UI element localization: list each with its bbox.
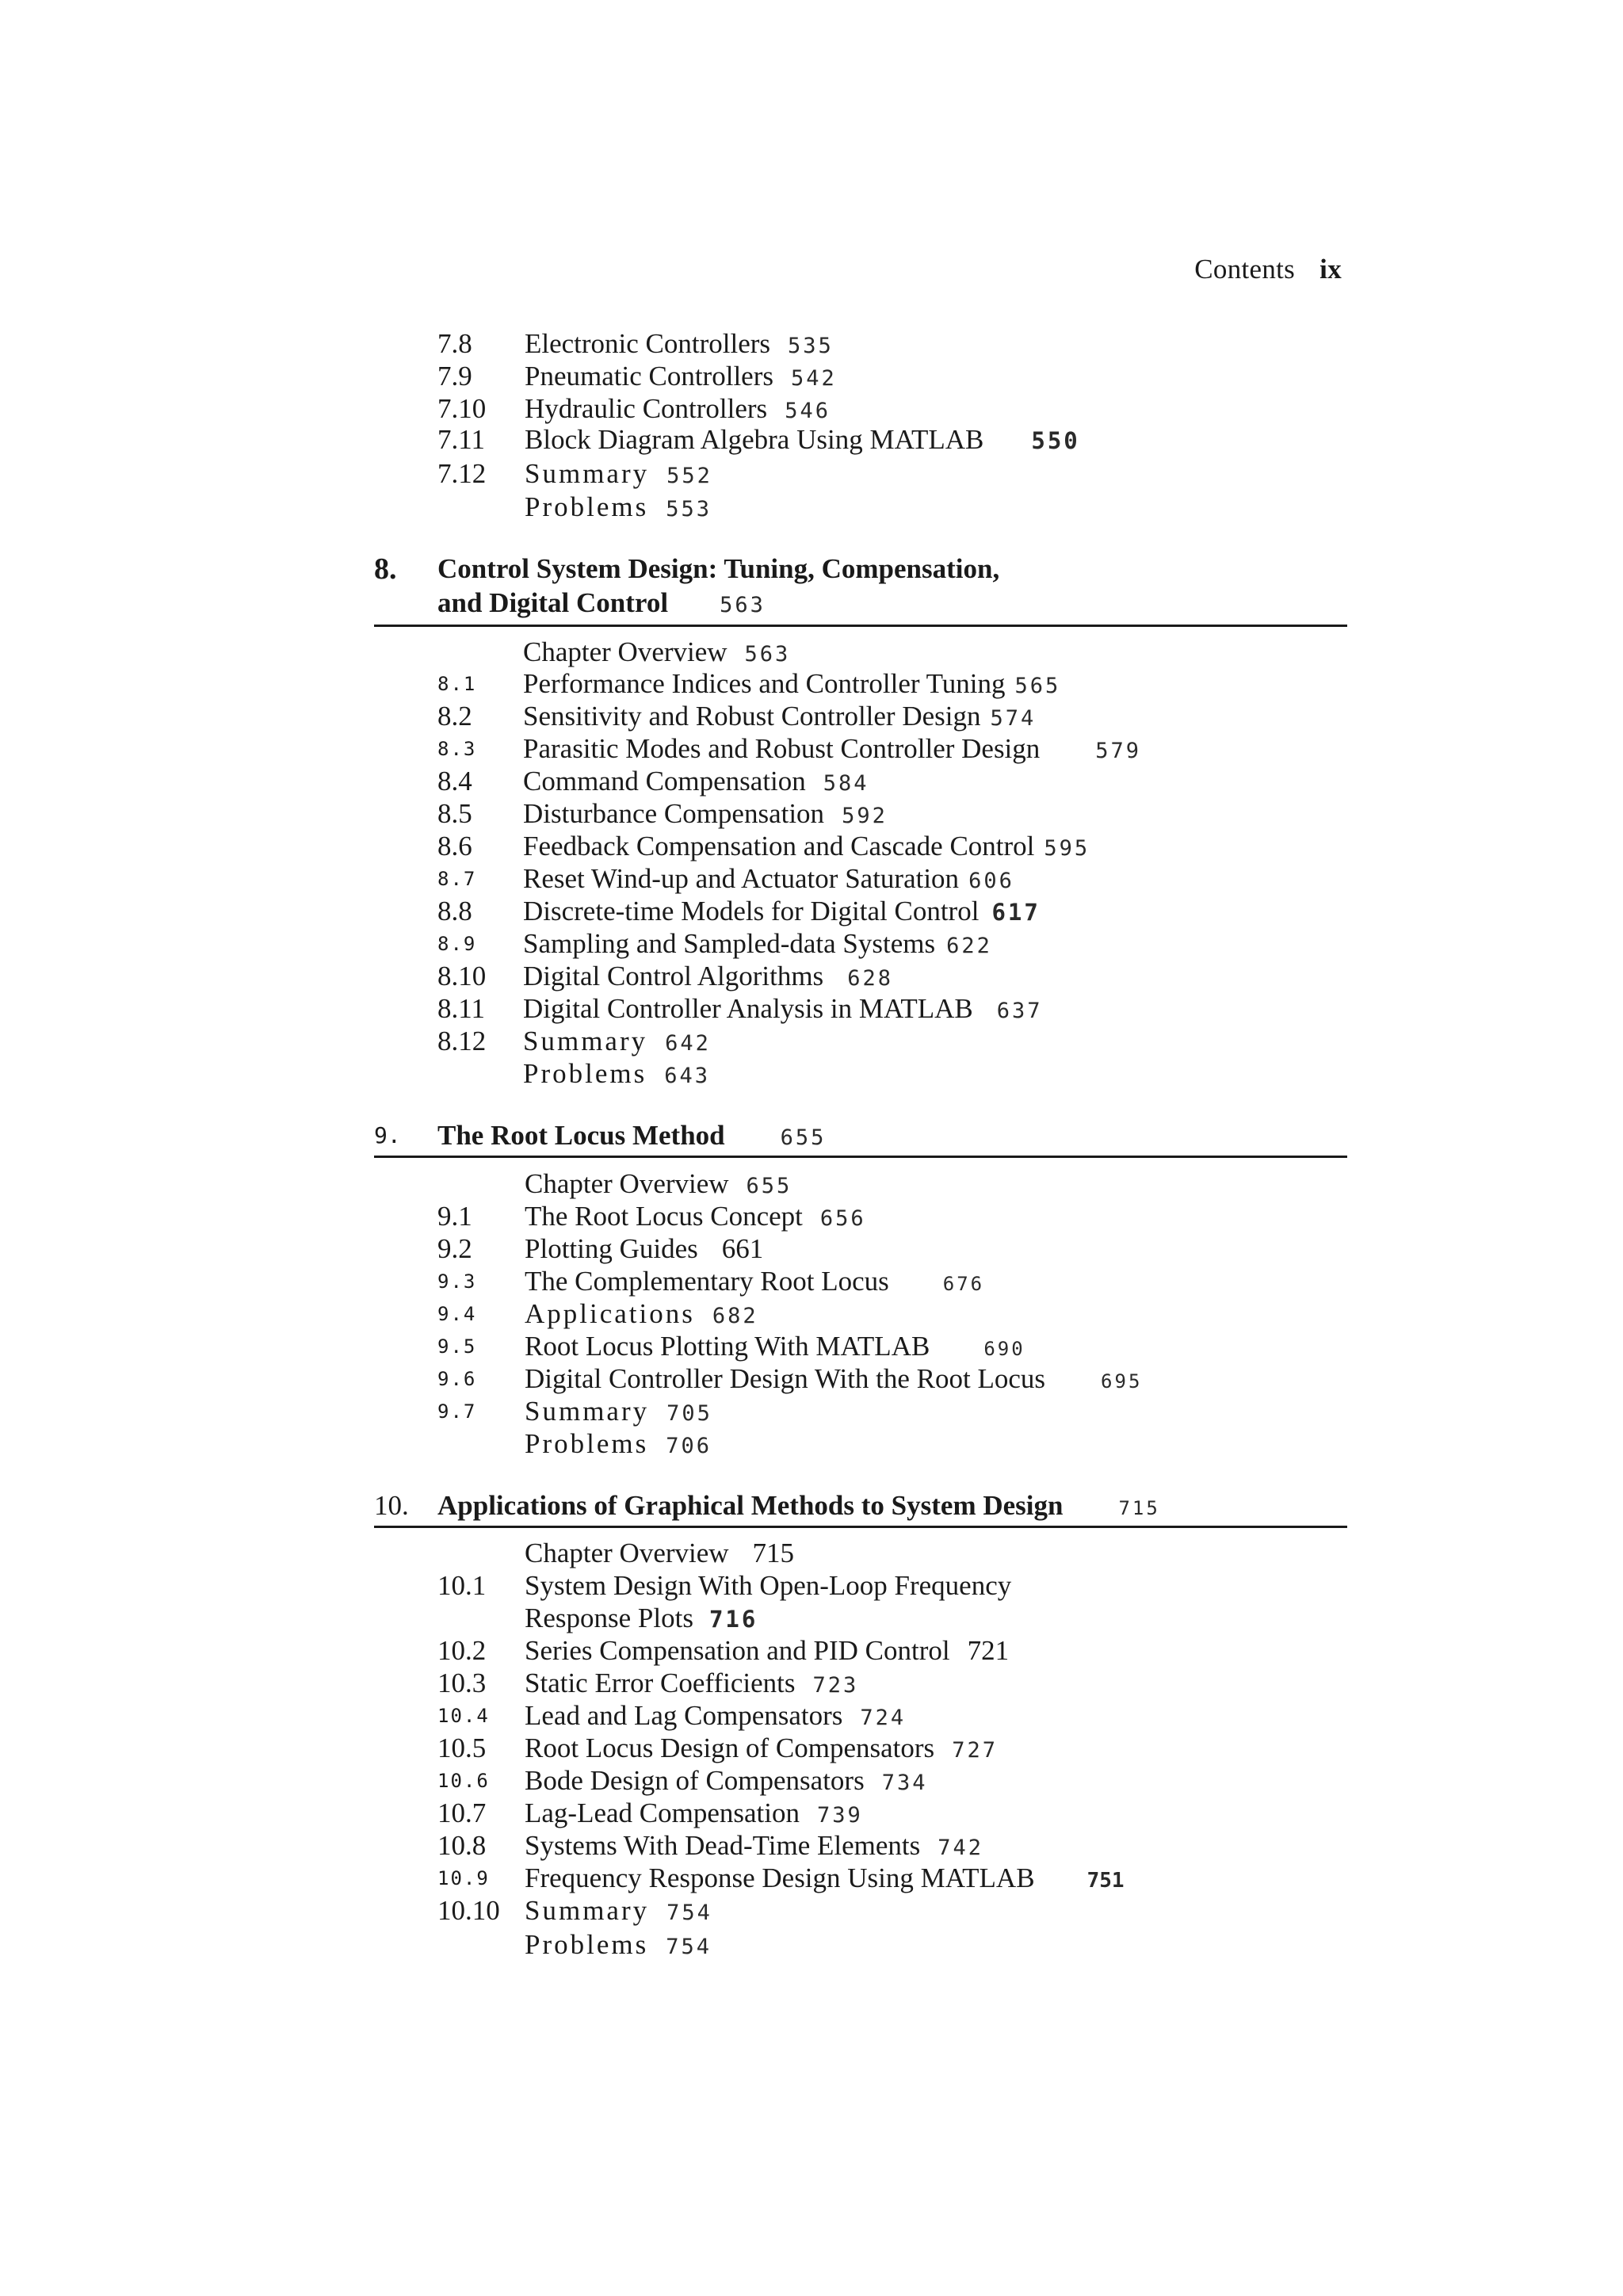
chapter-rule <box>374 1526 1347 1528</box>
header-label: Contents <box>1194 254 1296 285</box>
running-header <box>1194 254 1342 285</box>
contents-page: Contents ix 7.8 Electronic Controllers 535 7.9 Pneumatic Controllers 542 7.10 Hydraulic Controllers 546 7.11 Block Diagram Algebra Using MATLAB 550 7.12 Summary 552 Problems 553 8. Control System Design: Tuning, Compensation, and Digital Control 563 Chapter Overview 563 8.1 Performance Indices and Controller Tuning 565 8.2 Sensitivity and Robust Controller Design 574 8.3 Parasitic Modes and Robust Controller Design 579 8.4 Command Compensation 584 8.5 Disturbance Compensation 592 8.6 Feedback Compensation and Cascade Control 595 8.7 Reset Wind-up and Actuator Saturation 606 8.8 Discrete-time Models for Digital Control 617 8.9 Sampling and Sampled-data Systems 622 8.10 Digital Control Algorithms 628 8.11 Digital Controller Analysis in MATLAB 637 8.12 Summary 642 Problems 643 9. The Root Locus Method 655 Chapter Overview 655 9.1 The Root Locus Concept 656 9.2 Plotting Guides 661 9.3 The Complementary Root Locus 676 9.4 Applications 682 9.5 Root Locus Plotting With MATLAB 690 9.6 Digital Controller Design With the Root Locus 695 9.7 Summary 705 Problems 706 10. Applications of Graphical Methods to System Design 715 Chapter Overview 715 10.1 System Design With Open-Loop Frequency Response Plots 716 10.2 Series Compensation and PID Control 721 10.3 Static Error Coefficients 723 10.4 Lead and Lag Compensators 724 10.5 Root Locus Design of Compensators 727 10.6 Bode Design of Compensators 734 10.7 Lag-Lead Compensation 739 10.8 Systems With Dead-Time Elements 742 10.9 Frequency Response Design Using MATLAB 751 10.10 Summary 754 Problems 754 <box>0 0 1623 2296</box>
chapter-rule <box>374 625 1347 627</box>
header-page-number: ix <box>1319 254 1342 285</box>
chapter-rule <box>374 1156 1347 1158</box>
